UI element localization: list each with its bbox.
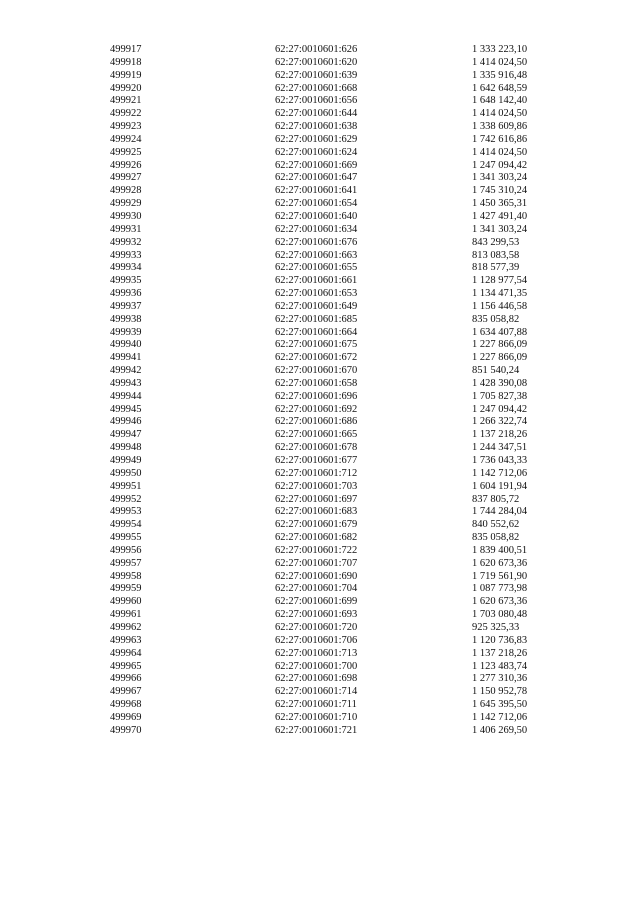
cadastral-value-table — [110, 44, 550, 738]
cadastral-value: 1 266 322,74 — [472, 416, 528, 428]
table-row — [110, 635, 550, 648]
table-row — [110, 198, 550, 211]
table-row — [110, 160, 550, 173]
row-number: 499918 — [110, 56, 142, 68]
row-number: 499931 — [110, 223, 142, 235]
cadastral-value: 1 742 616,86 — [472, 133, 528, 145]
table-row — [110, 365, 550, 378]
cadastral-number: 62:27:0010601:722 — [275, 544, 358, 556]
cadastral-number: 62:27:0010601:707 — [275, 557, 358, 569]
cadastral-value: 1 156 446,58 — [472, 300, 528, 312]
table-row — [110, 686, 550, 699]
cadastral-value: 1 338 609,86 — [472, 121, 528, 133]
row-number: 499945 — [110, 403, 142, 415]
cadastral-number: 62:27:0010601:640 — [275, 210, 358, 222]
cadastral-number: 62:27:0010601:692 — [275, 403, 358, 415]
table-row — [110, 583, 550, 596]
cadastral-number: 62:27:0010601:653 — [275, 288, 358, 300]
cadastral-number: 62:27:0010601:626 — [275, 44, 358, 55]
row-number: 499919 — [110, 69, 142, 81]
cadastral-number: 62:27:0010601:714 — [275, 686, 358, 698]
cadastral-number: 62:27:0010601:644 — [275, 108, 358, 120]
row-number: 499936 — [110, 288, 142, 300]
row-number: 499969 — [110, 711, 142, 723]
table-row — [110, 288, 550, 301]
table-row — [110, 442, 550, 455]
cadastral-value: 1 227 866,09 — [472, 339, 528, 351]
row-number: 499947 — [110, 429, 142, 441]
row-number: 499938 — [110, 313, 142, 325]
table-row — [110, 648, 550, 661]
cadastral-number: 62:27:0010601:699 — [275, 596, 358, 608]
row-number: 499934 — [110, 262, 142, 274]
row-number: 499970 — [110, 724, 142, 736]
cadastral-number: 62:27:0010601:655 — [275, 262, 358, 274]
table-row — [110, 378, 550, 391]
table-row — [110, 57, 550, 70]
cadastral-number: 62:27:0010601:663 — [275, 249, 358, 261]
cadastral-number: 62:27:0010601:669 — [275, 159, 358, 171]
row-number: 499957 — [110, 557, 142, 569]
table-row — [110, 622, 550, 635]
table-row — [110, 712, 550, 725]
cadastral-number: 62:27:0010601:683 — [275, 506, 358, 518]
cadastral-value: 835 058,82 — [472, 313, 520, 325]
table-row — [110, 596, 550, 609]
row-number: 499921 — [110, 95, 142, 107]
row-number: 499933 — [110, 249, 142, 261]
table-row — [110, 404, 550, 417]
table-row — [110, 339, 550, 352]
cadastral-value: 1 428 390,08 — [472, 377, 528, 389]
cadastral-number: 62:27:0010601:679 — [275, 519, 358, 531]
cadastral-number: 62:27:0010601:678 — [275, 442, 358, 454]
cadastral-number: 62:27:0010601:721 — [275, 724, 358, 736]
row-number: 499929 — [110, 198, 142, 210]
table-row — [110, 661, 550, 674]
cadastral-number: 62:27:0010601:672 — [275, 352, 358, 364]
cadastral-value: 1 620 673,36 — [472, 557, 528, 569]
cadastral-value: 1 719 561,90 — [472, 570, 528, 582]
table-row — [110, 147, 550, 160]
cadastral-value: 1 648 142,40 — [472, 95, 528, 107]
cadastral-value: 851 540,24 — [472, 365, 520, 377]
row-number: 499960 — [110, 596, 142, 608]
cadastral-value: 1 142 712,06 — [472, 467, 528, 479]
cadastral-number: 62:27:0010601:713 — [275, 647, 358, 659]
cadastral-number: 62:27:0010601:696 — [275, 390, 358, 402]
cadastral-value: 1 244 347,51 — [472, 442, 528, 454]
cadastral-number: 62:27:0010601:698 — [275, 673, 358, 685]
cadastral-value: 1 134 471,35 — [472, 288, 528, 300]
table-row — [110, 185, 550, 198]
cadastral-number: 62:27:0010601:656 — [275, 95, 358, 107]
table-row — [110, 519, 550, 532]
cadastral-value: 1 604 191,94 — [472, 480, 528, 492]
row-number: 499928 — [110, 185, 142, 197]
cadastral-number: 62:27:0010601:697 — [275, 493, 358, 505]
cadastral-value: 1 087 773,98 — [472, 583, 528, 595]
table-row — [110, 275, 550, 288]
cadastral-value: 835 058,82 — [472, 532, 520, 544]
table-row — [110, 609, 550, 622]
table-row — [110, 455, 550, 468]
cadastral-value: 1 335 916,48 — [472, 69, 528, 81]
row-number: 499942 — [110, 365, 142, 377]
cadastral-number: 62:27:0010601:712 — [275, 467, 358, 479]
row-number: 499951 — [110, 480, 142, 492]
row-number: 499946 — [110, 416, 142, 428]
cadastral-value: 813 083,58 — [472, 249, 520, 261]
table-row — [110, 237, 550, 250]
table-row — [110, 673, 550, 686]
cadastral-number: 62:27:0010601:664 — [275, 326, 358, 338]
row-number: 499940 — [110, 339, 142, 351]
cadastral-number: 62:27:0010601:675 — [275, 339, 358, 351]
table-row — [110, 262, 550, 275]
row-number: 499968 — [110, 699, 142, 711]
row-number: 499961 — [110, 609, 142, 621]
table-row — [110, 70, 550, 83]
table-row — [110, 391, 550, 404]
row-number: 499956 — [110, 544, 142, 556]
cadastral-number: 62:27:0010601:685 — [275, 313, 358, 325]
cadastral-number: 62:27:0010601:661 — [275, 275, 358, 287]
cadastral-number: 62:27:0010601:677 — [275, 455, 358, 466]
row-number: 499927 — [110, 172, 142, 184]
cadastral-number: 62:27:0010601:703 — [275, 480, 358, 492]
cadastral-value: 1 450 365,31 — [472, 198, 528, 210]
table-row — [110, 506, 550, 519]
table-row — [110, 699, 550, 712]
table-row — [110, 327, 550, 340]
table-row — [110, 83, 550, 96]
cadastral-number: 62:27:0010601:670 — [275, 365, 358, 377]
cadastral-number: 62:27:0010601:658 — [275, 377, 358, 389]
table-row — [110, 108, 550, 121]
table-row — [110, 352, 550, 365]
row-number: 499923 — [110, 121, 142, 133]
cadastral-value: 1 128 977,54 — [472, 275, 528, 287]
row-number: 499917 — [110, 44, 142, 55]
cadastral-number: 62:27:0010601:638 — [275, 121, 358, 133]
row-number: 499924 — [110, 133, 142, 145]
row-number: 499965 — [110, 660, 142, 672]
cadastral-value: 1 642 648,59 — [472, 82, 528, 94]
cadastral-number: 62:27:0010601:647 — [275, 172, 358, 184]
cadastral-value: 1 137 218,26 — [472, 429, 528, 441]
row-number: 499944 — [110, 390, 142, 402]
cadastral-number: 62:27:0010601:700 — [275, 660, 358, 672]
cadastral-value: 1 277 310,36 — [472, 673, 528, 685]
row-number: 499949 — [110, 455, 142, 466]
cadastral-value: 1 333 223,10 — [472, 44, 528, 55]
cadastral-number: 62:27:0010601:704 — [275, 583, 358, 595]
row-number: 499963 — [110, 634, 142, 646]
cadastral-number: 62:27:0010601:706 — [275, 634, 358, 646]
cadastral-value: 1 703 080,48 — [472, 609, 528, 621]
cadastral-value: 1 414 024,50 — [472, 56, 528, 68]
cadastral-number: 62:27:0010601:654 — [275, 198, 358, 210]
table-row — [110, 44, 550, 57]
table-row — [110, 250, 550, 263]
row-number: 499953 — [110, 506, 142, 518]
cadastral-value: 1 341 303,24 — [472, 172, 528, 184]
row-number: 499943 — [110, 377, 142, 389]
row-number: 499925 — [110, 146, 142, 158]
cadastral-value: 925 325,33 — [472, 621, 520, 633]
cadastral-value: 840 552,62 — [472, 519, 520, 531]
cadastral-number: 62:27:0010601:676 — [275, 236, 358, 248]
table-row — [110, 545, 550, 558]
cadastral-number: 62:27:0010601:634 — [275, 223, 358, 235]
cadastral-value: 1 705 827,38 — [472, 390, 528, 402]
cadastral-value: 1 247 094,42 — [472, 159, 528, 171]
table-row — [110, 571, 550, 584]
table-row — [110, 211, 550, 224]
table-row — [110, 314, 550, 327]
table-row — [110, 95, 550, 108]
cadastral-value: 1 247 094,42 — [472, 403, 528, 415]
cadastral-value: 1 150 952,78 — [472, 686, 528, 698]
cadastral-number: 62:27:0010601:624 — [275, 146, 358, 158]
row-number: 499958 — [110, 570, 142, 582]
cadastral-number: 62:27:0010601:686 — [275, 416, 358, 428]
cadastral-number: 62:27:0010601:711 — [275, 699, 357, 711]
cadastral-number: 62:27:0010601:620 — [275, 56, 358, 68]
row-number: 499922 — [110, 108, 142, 120]
row-number: 499920 — [110, 82, 142, 94]
row-number: 499962 — [110, 621, 142, 633]
cadastral-number: 62:27:0010601:690 — [275, 570, 358, 582]
cadastral-number: 62:27:0010601:629 — [275, 133, 358, 145]
cadastral-value: 1 341 303,24 — [472, 223, 528, 235]
cadastral-value: 1 736 043,33 — [472, 455, 528, 466]
cadastral-number: 62:27:0010601:649 — [275, 300, 358, 312]
row-number: 499932 — [110, 236, 142, 248]
cadastral-value: 1 406 269,50 — [472, 724, 528, 736]
table-row — [110, 532, 550, 545]
table-row — [110, 725, 550, 738]
cadastral-value: 1 620 673,36 — [472, 596, 528, 608]
cadastral-value: 1 123 483,74 — [472, 660, 528, 672]
table-row — [110, 429, 550, 442]
row-number: 499966 — [110, 673, 142, 685]
table-row — [110, 481, 550, 494]
cadastral-value: 1 634 407,88 — [472, 326, 528, 338]
cadastral-value: 1 142 712,06 — [472, 711, 528, 723]
cadastral-value: 1 137 218,26 — [472, 647, 528, 659]
cadastral-number: 62:27:0010601:668 — [275, 82, 358, 94]
cadastral-value: 843 299,53 — [472, 236, 520, 248]
table-row — [110, 121, 550, 134]
cadastral-value: 1 745 310,24 — [472, 185, 528, 197]
cadastral-value: 1 645 395,50 — [472, 699, 528, 711]
cadastral-number: 62:27:0010601:720 — [275, 621, 358, 633]
row-number: 499967 — [110, 686, 142, 698]
cadastral-value: 1 227 866,09 — [472, 352, 528, 364]
table-row — [110, 494, 550, 507]
table-row — [110, 224, 550, 237]
cadastral-number: 62:27:0010601:682 — [275, 532, 358, 544]
row-number: 499952 — [110, 493, 142, 505]
row-number: 499937 — [110, 300, 142, 312]
row-number: 499950 — [110, 467, 142, 479]
cadastral-number: 62:27:0010601:710 — [275, 711, 358, 723]
row-number: 499964 — [110, 647, 142, 659]
cadastral-value: 1 744 284,04 — [472, 506, 528, 518]
table-row — [110, 558, 550, 571]
row-number: 499926 — [110, 159, 142, 171]
table-row — [110, 301, 550, 314]
row-number: 499959 — [110, 583, 142, 595]
table-row — [110, 416, 550, 429]
row-number: 499948 — [110, 442, 142, 454]
row-number: 499955 — [110, 532, 142, 544]
row-number: 499941 — [110, 352, 142, 364]
table-row — [110, 468, 550, 481]
cadastral-number: 62:27:0010601:665 — [275, 429, 358, 441]
table-row — [110, 172, 550, 185]
cadastral-value: 1 414 024,50 — [472, 108, 528, 120]
row-number: 499930 — [110, 210, 142, 222]
cadastral-value: 1 120 736,83 — [472, 634, 528, 646]
row-number: 499954 — [110, 519, 142, 531]
cadastral-number: 62:27:0010601:693 — [275, 609, 358, 621]
table-row — [110, 134, 550, 147]
cadastral-value: 837 805,72 — [472, 493, 520, 505]
row-number: 499939 — [110, 326, 142, 338]
cadastral-number: 62:27:0010601:639 — [275, 69, 358, 81]
cadastral-number: 62:27:0010601:641 — [275, 185, 358, 197]
cadastral-value: 818 577,39 — [472, 262, 520, 274]
cadastral-value: 1 414 024,50 — [472, 146, 528, 158]
row-number: 499935 — [110, 275, 142, 287]
cadastral-value: 1 839 400,51 — [472, 544, 528, 556]
cadastral-value: 1 427 491,40 — [472, 210, 528, 222]
